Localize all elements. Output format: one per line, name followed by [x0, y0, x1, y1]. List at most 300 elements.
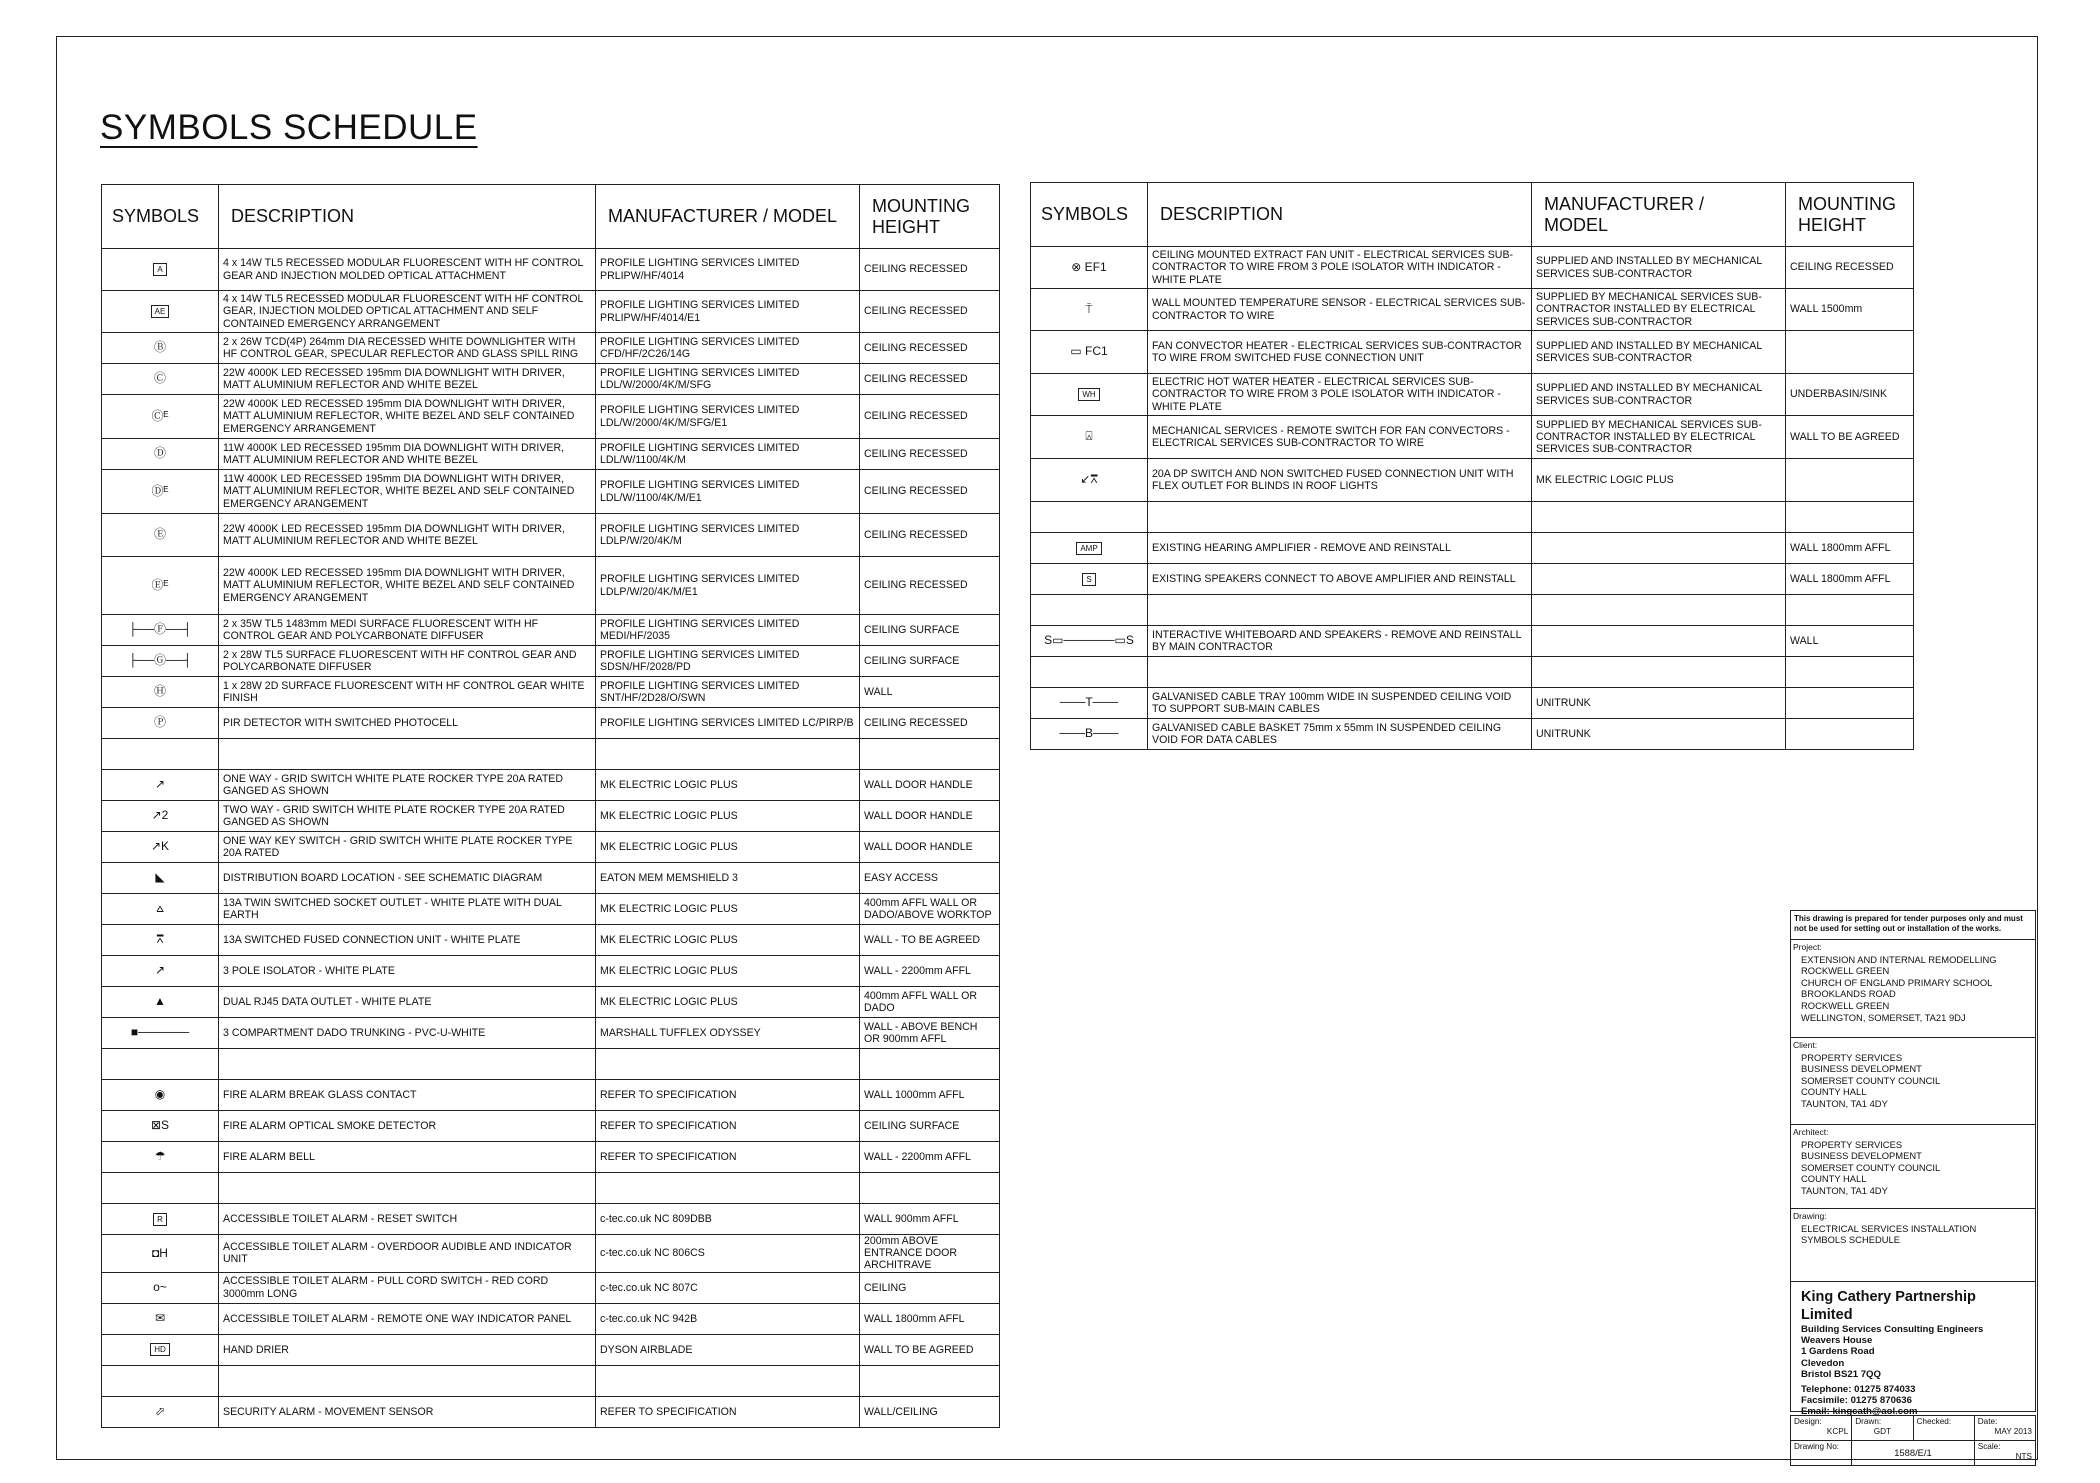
mounting-cell: CEILING: [860, 1272, 1000, 1303]
scale-value: NTS: [2015, 1451, 2032, 1461]
mounting-cell: CEILING RECESSED: [860, 333, 1000, 364]
surface-fluorescent-f-icon: ├──Ⓕ──┤: [128, 622, 192, 637]
date-cell: [1974, 1416, 2035, 1441]
manufacturer-cell: c-tec.co.uk NC 806CS: [596, 1235, 860, 1273]
description-cell: PIR DETECTOR WITH SWITCHED PHOTOCELL: [219, 708, 596, 739]
mounting-cell: UNDERBASIN/SINK: [1786, 374, 1914, 416]
symbol-cell: [102, 1204, 219, 1235]
drawing-no-label: Drawing No:: [1794, 1442, 1840, 1451]
mounting-cell: CEILING RECESSED: [860, 364, 1000, 395]
manufacturer-cell: [596, 1173, 860, 1204]
mounting-cell: [1786, 688, 1914, 719]
manufacturer-cell: SUPPLIED AND INSTALLED BY MECHANICAL SERVICES SUB-CONTRACTOR: [1532, 374, 1786, 416]
client-lines: [1801, 1052, 2025, 1110]
mounting-cell: [860, 1365, 1000, 1396]
firm-facsimile: Facsimile: 01275 870636: [1801, 1395, 1912, 1407]
drawing-lines: [1801, 1223, 2025, 1246]
description-cell: [1148, 595, 1532, 626]
architect-lines: [1801, 1139, 2025, 1197]
mounting-cell: WALL - 2200mm AFFL: [860, 956, 1000, 987]
key-switch-icon: ↗K: [150, 839, 170, 854]
firm_lines-line: Bristol BS21 7QQ: [1801, 1368, 1881, 1380]
description-cell: ELECTRIC HOT WATER HEATER - ELECTRICAL SERVICES SUB-CONTRACTOR TO WIRE FROM 3 POLE ISOLATOR WITH INDICATOR - WHITE PLATE: [1148, 374, 1532, 416]
symbol-cell: [1031, 626, 1148, 657]
checked-cell: [1913, 1416, 1974, 1441]
manufacturer-cell: MK ELECTRIC LOGIC PLUS: [596, 832, 860, 863]
drawing-line: SYMBOLS SCHEDULE: [1801, 1234, 1900, 1246]
drawing-line: ELECTRICAL SERVICES INSTALLATION: [1801, 1222, 1977, 1234]
table-row: [1031, 374, 1914, 416]
table-row: [102, 1303, 1000, 1334]
mounting-cell: [1786, 657, 1914, 688]
symbol-cell: [1031, 688, 1148, 719]
symbol-cell: [1031, 374, 1148, 416]
dado-trunking-icon: ■──────: [130, 1025, 190, 1040]
description-cell: HAND DRIER: [219, 1334, 596, 1365]
scale-cell: [1974, 1441, 2035, 1466]
symbol-cell: [1031, 289, 1148, 331]
light-fitting-a-icon: A: [153, 263, 166, 276]
project-label: Project:: [1793, 942, 1822, 952]
project-line: ROCKWELL GREEN: [1801, 999, 1890, 1011]
table-row: [102, 770, 1000, 801]
downlight-e-icon: Ⓔ: [153, 527, 166, 542]
project-line: BROOKLANDS ROAD: [1801, 988, 1896, 1000]
symbol-cell: [102, 677, 219, 708]
table-row: [102, 832, 1000, 863]
symbol-cell: [102, 439, 219, 470]
client-section: [1790, 1038, 2036, 1125]
table-row: [102, 364, 1000, 395]
table-row: [102, 1396, 1000, 1427]
symbol-cell: [102, 557, 219, 615]
manufacturer-cell: [1532, 533, 1786, 564]
description-cell: FIRE ALARM BREAK GLASS CONTACT: [219, 1080, 596, 1111]
design-value: KCPL: [1826, 1426, 1849, 1436]
description-cell: [219, 1173, 596, 1204]
architect-line: PROPERTY SERVICES: [1801, 1138, 1903, 1150]
table-row: [102, 291, 1000, 333]
table-row: [102, 557, 1000, 615]
hand-drier-icon: HD: [150, 1343, 170, 1356]
symbol-cell: [102, 863, 219, 894]
speaker-icon: S: [1082, 573, 1095, 586]
header-mounting: MOUNTING HEIGHT: [860, 185, 1000, 249]
mounting-cell: [860, 1049, 1000, 1080]
symbol-cell: [1031, 533, 1148, 564]
mounting-cell: 400mm AFFL WALL OR DADO/ABOVE WORKTOP: [860, 894, 1000, 925]
mounting-cell: [1786, 331, 1914, 374]
symbol-cell: [102, 333, 219, 364]
table-row: [1031, 564, 1914, 595]
manufacturer-cell: UNITRUNK: [1532, 719, 1786, 750]
manufacturer-cell: PROFILE LIGHTING SERVICES LIMITED LDL/W/1100/4K/M/E1: [596, 470, 860, 514]
description-cell: EXISTING SPEAKERS CONNECT TO ABOVE AMPLIFIER AND REINSTALL: [1148, 564, 1532, 595]
firm_lines-line: Weavers House: [1801, 1335, 1873, 1347]
mounting-cell: CEILING RECESSED: [860, 249, 1000, 291]
manufacturer-cell: REFER TO SPECIFICATION: [596, 1111, 860, 1142]
smoke-detector-icon: ⊠S: [150, 1118, 170, 1133]
description-cell: FIRE ALARM BELL: [219, 1142, 596, 1173]
mounting-cell: [1786, 595, 1914, 626]
manufacturer-cell: SUPPLIED BY MECHANICAL SERVICES SUB-CONTRACTOR INSTALLED BY ELECTRICAL SERVICES SUB-CONTRACTOR: [1532, 289, 1786, 331]
manufacturer-cell: MK ELECTRIC LOGIC PLUS: [596, 956, 860, 987]
description-cell: 11W 4000K LED RECESSED 195mm DIA DOWNLIGHT WITH DRIVER, MATT ALUMINIUM REFLECTOR, WHITE BEZEL AND SELF CONTAINED EMERGENCY ARANGEMENT: [219, 470, 596, 514]
mounting-cell: 200mm ABOVE ENTRANCE DOOR ARCHITRAVE: [860, 1235, 1000, 1273]
mounting-cell: CEILING SURFACE: [860, 646, 1000, 677]
hearing-amplifier-icon: AMP: [1076, 542, 1101, 555]
header-symbols: SYMBOLS: [102, 185, 219, 249]
design-label: Design:: [1794, 1417, 1822, 1426]
date-value: MAY 2013: [1994, 1426, 2032, 1436]
scale-label: Scale:: [1977, 1442, 2001, 1451]
symbol-cell: [102, 615, 219, 646]
description-cell: 3 POLE ISOLATOR - WHITE PLATE: [219, 956, 596, 987]
manufacturer-cell: PROFILE LIGHTING SERVICES LIMITED CFD/HF/2C26/14G: [596, 333, 860, 364]
symbol-cell: [102, 956, 219, 987]
header-manufacturer: MANUFACTURER / MODEL: [1532, 183, 1786, 247]
manufacturer-cell: c-tec.co.uk NC 809DBB: [596, 1204, 860, 1235]
symbol-cell: [102, 249, 219, 291]
mounting-cell: CEILING RECESSED: [860, 291, 1000, 333]
firm_lines-line: Clevedon: [1801, 1357, 1845, 1369]
mounting-cell: WALL DOOR HANDLE: [860, 801, 1000, 832]
description-cell: [219, 1049, 596, 1080]
design-cell: [1791, 1416, 1852, 1441]
header-description: DESCRIPTION: [1148, 183, 1532, 247]
client-line: PROPERTY SERVICES: [1801, 1051, 1903, 1063]
table-row: [1031, 247, 1914, 289]
table-row: [102, 333, 1000, 364]
manufacturer-cell: c-tec.co.uk NC 942B: [596, 1303, 860, 1334]
manufacturer-cell: MARSHALL TUFFLEX ODYSSEY: [596, 1018, 860, 1049]
manufacturer-cell: EATON MEM MEMSHIELD 3: [596, 863, 860, 894]
table-row: [1031, 595, 1914, 626]
description-cell: DISTRIBUTION BOARD LOCATION - SEE SCHEMATIC DIAGRAM: [219, 863, 596, 894]
header-description: DESCRIPTION: [219, 185, 596, 249]
symbol-cell: [102, 514, 219, 557]
mounting-cell: WALL DOOR HANDLE: [860, 770, 1000, 801]
table-row: [102, 1173, 1000, 1204]
description-cell: MECHANICAL SERVICES - REMOTE SWITCH FOR FAN CONVECTORS - ELECTRICAL SERVICES SUB-CONTRACTOR TO WIRE: [1148, 416, 1532, 459]
client-line: TAUNTON, TA1 4DY: [1801, 1097, 1888, 1109]
header-mounting: MOUNTING HEIGHT: [1786, 183, 1914, 247]
date-label: Date:: [1977, 1417, 1998, 1426]
mounting-cell: WALL 1800mm AFFL: [1786, 533, 1914, 564]
mounting-cell: [860, 1173, 1000, 1204]
description-cell: [219, 739, 596, 770]
drawing-label: Drawing:: [1793, 1211, 1827, 1221]
project-section: [1790, 940, 2036, 1038]
manufacturer-cell: PROFILE LIGHTING SERVICES LIMITED SNT/HF/2D28/O/SWN: [596, 677, 860, 708]
mounting-cell: WALL: [860, 677, 1000, 708]
data-outlet-icon: ▲: [154, 994, 166, 1009]
description-cell: [1148, 502, 1532, 533]
manufacturer-cell: REFER TO SPECIFICATION: [596, 1142, 860, 1173]
manufacturer-cell: PROFILE LIGHTING SERVICES LIMITED LDLP/W/20/4K/M: [596, 514, 860, 557]
symbol-cell: [102, 1018, 219, 1049]
description-cell: 11W 4000K LED RECESSED 195mm DIA DOWNLIGHT WITH DRIVER, MATT ALUMINIUM REFLECTOR AND WHITE BEZEL: [219, 439, 596, 470]
symbol-cell: [102, 1396, 219, 1427]
manufacturer-cell: DYSON AIRBLADE: [596, 1334, 860, 1365]
symbol-cell: [102, 832, 219, 863]
symbol-cell: [102, 1173, 219, 1204]
fused-connection-unit-icon: ⩞: [156, 932, 164, 947]
downlight-b-icon: Ⓑ: [153, 340, 166, 355]
mounting-cell: WALL/CEILING: [860, 1396, 1000, 1427]
description-cell: FIRE ALARM OPTICAL SMOKE DETECTOR: [219, 1111, 596, 1142]
description-cell: TWO WAY - GRID SWITCH WHITE PLATE ROCKER TYPE 20A RATED GANGED AS SHOWN: [219, 801, 596, 832]
description-cell: DUAL RJ45 DATA OUTLET - WHITE PLATE: [219, 987, 596, 1018]
table-row: [102, 1018, 1000, 1049]
manufacturer-cell: MK ELECTRIC LOGIC PLUS: [596, 987, 860, 1018]
temperature-sensor-icon: ⍑: [1085, 301, 1093, 316]
manufacturer-cell: UNITRUNK: [1532, 688, 1786, 719]
symbol-cell: [1031, 247, 1148, 289]
manufacturer-cell: MK ELECTRIC LOGIC PLUS: [596, 801, 860, 832]
extract-fan-icon: ⊗ EF1: [1071, 259, 1107, 274]
manufacturer-cell: SUPPLIED BY MECHANICAL SERVICES SUB-CONTRACTOR INSTALLED BY ELECTRICAL SERVICES SUB-CONTRACTOR: [1532, 416, 1786, 459]
table-row: [102, 249, 1000, 291]
mounting-cell: WALL: [1786, 626, 1914, 657]
symbol-cell: [1031, 719, 1148, 750]
manufacturer-cell: MK ELECTRIC LOGIC PLUS: [596, 894, 860, 925]
table-row: [102, 677, 1000, 708]
symbol-cell: [102, 395, 219, 439]
project-line: EXTENSION AND INTERNAL REMODELLING: [1801, 953, 1997, 965]
description-cell: FAN CONVECTOR HEATER - ELECTRICAL SERVICES SUB-CONTRACTOR TO WIRE FROM SWITCHED FUSE CONNECTION UNIT: [1148, 331, 1532, 374]
manufacturer-cell: [1532, 595, 1786, 626]
table-row: [102, 863, 1000, 894]
project-lines: [1801, 954, 2025, 1024]
drawing-no-label-cell: [1791, 1441, 1852, 1466]
symbol-cell: [102, 1365, 219, 1396]
manufacturer-cell: [1532, 626, 1786, 657]
pull-cord-icon: o~: [153, 1280, 167, 1294]
mounting-cell: CEILING SURFACE: [860, 615, 1000, 646]
manufacturer-cell: PROFILE LIGHTING SERVICES LIMITED PRLIPW/HF/4014: [596, 249, 860, 291]
description-cell: 2 x 28W TL5 SURFACE FLUORESCENT WITH HF CONTROL GEAR AND POLYCARBONATE DIFFUSER: [219, 646, 596, 677]
project-line: ROCKWELL GREEN: [1801, 965, 1890, 977]
mounting-cell: CEILING RECESSED: [860, 708, 1000, 739]
manufacturer-cell: [596, 739, 860, 770]
architect-label: Architect:: [1793, 1127, 1829, 1137]
drawn-value: GDT: [1873, 1426, 1892, 1436]
firm-name: King Cathery Partnership Limited: [1801, 1289, 1976, 1323]
table-row: [102, 1365, 1000, 1396]
firm-address: [1801, 1324, 2025, 1380]
manufacturer-cell: [1532, 657, 1786, 688]
cable-basket-icon: ───B───: [1059, 726, 1119, 741]
manufacturer-cell: SUPPLIED AND INSTALLED BY MECHANICAL SERVICES SUB-CONTRACTOR: [1532, 247, 1786, 289]
mounting-cell: CEILING RECESSED: [1786, 247, 1914, 289]
table-row: [1031, 331, 1914, 374]
mounting-cell: WALL 1800mm AFFL: [1786, 564, 1914, 595]
symbol-cell: [102, 1303, 219, 1334]
mounting-cell: WALL TO BE AGREED: [860, 1334, 1000, 1365]
manufacturer-cell: PROFILE LIGHTING SERVICES LIMITED MEDI/HF/2035: [596, 615, 860, 646]
drawn-cell: [1852, 1416, 1913, 1441]
symbol-cell: [102, 801, 219, 832]
symbol-cell: [102, 1142, 219, 1173]
mounting-cell: CEILING RECESSED: [860, 395, 1000, 439]
table-row: [1031, 289, 1914, 331]
drawing-meta-table: [1790, 1415, 2036, 1466]
downlight-ee-icon: Ⓔᴱ: [151, 577, 169, 592]
architect-line: SOMERSET COUNTY COUNCIL: [1801, 1161, 1941, 1173]
mounting-cell: [860, 739, 1000, 770]
description-cell: ONE WAY - GRID SWITCH WHITE PLATE ROCKER TYPE 20A RATED GANGED AS SHOWN: [219, 770, 596, 801]
symbol-cell: [1031, 595, 1148, 626]
description-cell: ACCESSIBLE TOILET ALARM - PULL CORD SWITCH - RED CORD 3000mm LONG: [219, 1272, 596, 1303]
symbol-cell: [1031, 657, 1148, 688]
description-cell: WALL MOUNTED TEMPERATURE SENSOR - ELECTRICAL SERVICES SUB-CONTRACTOR TO WIRE: [1148, 289, 1532, 331]
table-row: [102, 708, 1000, 739]
table-row: [1031, 626, 1914, 657]
table-row: [102, 1142, 1000, 1173]
symbol-cell: [102, 739, 219, 770]
light-fitting-ae-icon: AE: [151, 305, 170, 318]
table-row: [102, 739, 1000, 770]
symbol-cell: [102, 291, 219, 333]
manufacturer-cell: MK ELECTRIC LOGIC PLUS: [1532, 459, 1786, 502]
checked-label: Checked:: [1916, 1417, 1952, 1426]
table-row: [102, 470, 1000, 514]
mounting-cell: WALL 900mm AFFL: [860, 1204, 1000, 1235]
symbol-cell: [1031, 331, 1148, 374]
water-heater-icon: WH: [1078, 388, 1099, 401]
symbol-cell: [102, 364, 219, 395]
table-row: [102, 514, 1000, 557]
description-cell: GALVANISED CABLE BASKET 75mm x 55mm IN SUSPENDED CEILING VOID FOR DATA CABLES: [1148, 719, 1532, 750]
drawn-label: Drawn:: [1855, 1417, 1882, 1426]
mounting-cell: [1786, 502, 1914, 533]
description-cell: INTERACTIVE WHITEBOARD AND SPEAKERS - REMOVE AND REINSTALL BY MAIN CONTRACTOR: [1148, 626, 1532, 657]
symbol-cell: [1031, 502, 1148, 533]
twin-socket-icon: ⩟: [156, 901, 164, 916]
description-cell: 2 x 35W TL5 1483mm MEDI SURFACE FLUORESCENT WITH HF CONTROL GEAR AND POLYCARBONATE DIFFUSER: [219, 615, 596, 646]
pole-isolator-icon: ↗: [154, 963, 166, 978]
overdoor-indicator-icon: ◘H: [152, 1245, 168, 1260]
right-schedule-table: [1030, 182, 1914, 750]
downlight-ce-icon: Ⓒᴱ: [151, 408, 169, 423]
table-row: [102, 1080, 1000, 1111]
symbol-cell: [102, 1235, 219, 1273]
table-row: [102, 646, 1000, 677]
downlight-de-icon: Ⓓᴱ: [151, 483, 169, 498]
mounting-cell: WALL DOOR HANDLE: [860, 832, 1000, 863]
manufacturer-cell: [596, 1049, 860, 1080]
manufacturer-cell: c-tec.co.uk NC 807C: [596, 1272, 860, 1303]
header-row: [1031, 183, 1914, 247]
manufacturer-cell: MK ELECTRIC LOGIC PLUS: [596, 770, 860, 801]
downlight-d-icon: Ⓓ: [153, 446, 166, 461]
symbol-cell: [1031, 416, 1148, 459]
symbol-cell: [1031, 459, 1148, 502]
remote-switch-icon: ⍓: [1085, 429, 1093, 444]
architect-section: [1790, 1125, 2036, 1209]
symbol-cell: [102, 1334, 219, 1365]
mounting-cell: WALL - 2200mm AFFL: [860, 1142, 1000, 1173]
header-row: [102, 185, 1000, 249]
project-line: WELLINGTON, SOMERSET, TA21 9DJ: [1801, 1011, 1966, 1023]
mounting-cell: WALL - TO BE AGREED: [860, 925, 1000, 956]
symbol-cell: [102, 1049, 219, 1080]
two-way-switch-icon: ↗2: [151, 808, 169, 823]
tender-note: This drawing is prepared for tender purposes only and must not be used for setting out or installation of the works.: [1790, 910, 2036, 940]
firm-telephone: Telephone: 01275 874033: [1801, 1384, 1916, 1396]
table-row: [102, 956, 1000, 987]
project-line: CHURCH OF ENGLAND PRIMARY SCHOOL: [1801, 976, 1993, 988]
description-cell: 22W 4000K LED RECESSED 195mm DIA DOWNLIGHT WITH DRIVER, MATT ALUMINIUM REFLECTOR, WHITE BEZEL AND SELF CONTAINED EMERGENCY ARANGEMENT: [219, 557, 596, 615]
table-row: [1031, 533, 1914, 564]
table-row: [1031, 502, 1914, 533]
table-row: [102, 1235, 1000, 1273]
description-cell: ACCESSIBLE TOILET ALARM - RESET SWITCH: [219, 1204, 596, 1235]
table-row: [102, 987, 1000, 1018]
table-row: [102, 1204, 1000, 1235]
manufacturer-cell: [1532, 502, 1786, 533]
mounting-cell: WALL - ABOVE BENCH OR 900mm AFFL: [860, 1018, 1000, 1049]
table-row: [1031, 719, 1914, 750]
title-block: [1790, 910, 2036, 1466]
client-line: SOMERSET COUNTY COUNCIL: [1801, 1074, 1941, 1086]
mounting-cell: [1786, 719, 1914, 750]
manufacturer-cell: REFER TO SPECIFICATION: [596, 1396, 860, 1427]
architect-line: COUNTY HALL: [1801, 1173, 1867, 1185]
description-cell: 2 x 26W TCD(4P) 264mm DIA RECESSED WHITE DOWNLIGHTER WITH HF CONTROL GEAR, SPECULAR REFLECTOR AND GLASS SPILL RING: [219, 333, 596, 364]
description-cell: GALVANISED CABLE TRAY 100mm WIDE IN SUSPENDED CEILING VOID TO SUPPORT SUB-MAIN CABLES: [1148, 688, 1532, 719]
manufacturer-cell: SUPPLIED AND INSTALLED BY MECHANICAL SERVICES SUB-CONTRACTOR: [1532, 331, 1786, 374]
description-cell: 4 x 14W TL5 RECESSED MODULAR FLUORESCENT WITH HF CONTROL GEAR, INJECTION MOLDED OPTICAL ATTACHMENT AND SELF CONTAINED EMERGENCY ARRANGEMENT: [219, 291, 596, 333]
remote-indicator-panel-icon: ✉: [154, 1311, 166, 1325]
table-row: [1031, 688, 1914, 719]
manufacturer-cell: PROFILE LIGHTING SERVICES LIMITED LDL/W/2000/4K/M/SFG: [596, 364, 860, 395]
mounting-cell: CEILING RECESSED: [860, 439, 1000, 470]
description-cell: ACCESSIBLE TOILET ALARM - REMOTE ONE WAY INDICATOR PANEL: [219, 1303, 596, 1334]
toilet-alarm-reset-icon: R: [153, 1213, 167, 1226]
mounting-cell: WALL 1800mm AFFL: [860, 1303, 1000, 1334]
distribution-board-icon: ◣: [155, 870, 165, 885]
description-cell: 20A DP SWITCH AND NON SWITCHED FUSED CONNECTION UNIT WITH FLEX OUTLET FOR BLINDS IN ROOF LIGHTS: [1148, 459, 1532, 502]
description-cell: 4 x 14W TL5 RECESSED MODULAR FLUORESCENT WITH HF CONTROL GEAR AND INJECTION MOLDED OPTICAL ATTACHMENT: [219, 249, 596, 291]
symbol-cell: [102, 470, 219, 514]
manufacturer-cell: PROFILE LIGHTING SERVICES LIMITED LDLP/W/20/4K/M/E1: [596, 557, 860, 615]
description-cell: 22W 4000K LED RECESSED 195mm DIA DOWNLIGHT WITH DRIVER, MATT ALUMINIUM REFLECTOR AND WHITE BEZEL: [219, 364, 596, 395]
symbol-cell: [102, 987, 219, 1018]
manufacturer-cell: REFER TO SPECIFICATION: [596, 1080, 860, 1111]
one-way-switch-icon: ↗: [154, 777, 166, 792]
drawing-no-value: 1588/E/1: [1852, 1441, 1975, 1466]
mounting-cell: CEILING RECESSED: [860, 557, 1000, 615]
mounting-cell: 400mm AFFL WALL OR DADO: [860, 987, 1000, 1018]
manufacturer-cell: [1532, 564, 1786, 595]
description-cell: 13A SWITCHED FUSED CONNECTION UNIT - WHITE PLATE: [219, 925, 596, 956]
table-row: [1031, 657, 1914, 688]
firm_lines-line: 1 Gardens Road: [1801, 1346, 1875, 1358]
client-label: Client:: [1793, 1040, 1818, 1050]
description-cell: [1148, 657, 1532, 688]
manufacturer-cell: PROFILE LIGHTING SERVICES LIMITED LC/PIRP/B: [596, 708, 860, 739]
manufacturer-cell: MK ELECTRIC LOGIC PLUS: [596, 925, 860, 956]
downlight-c-icon: Ⓒ: [153, 371, 166, 386]
mounting-cell: CEILING RECESSED: [860, 514, 1000, 557]
table-row: [102, 894, 1000, 925]
mounting-cell: WALL TO BE AGREED: [1786, 416, 1914, 459]
description-cell: EXISTING HEARING AMPLIFIER - REMOVE AND REINSTALL: [1148, 533, 1532, 564]
client-line: BUSINESS DEVELOPMENT: [1801, 1063, 1922, 1075]
symbol-cell: [102, 646, 219, 677]
